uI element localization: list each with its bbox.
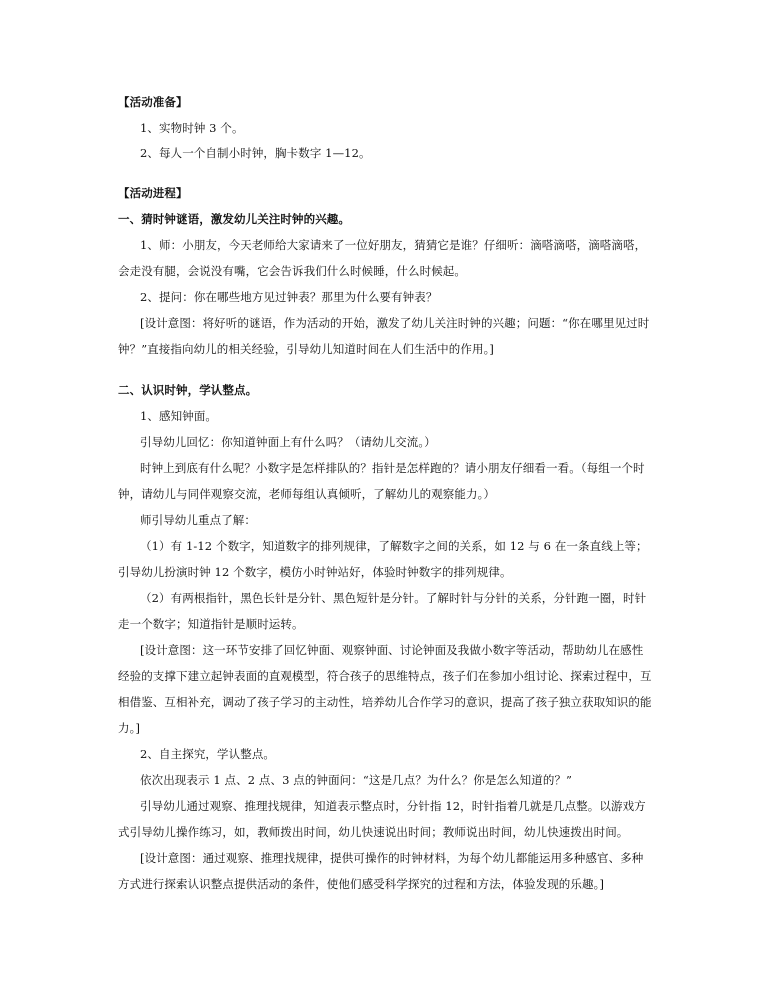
part2-line-8: （2）有两根指针，黑色长针是分针、黑色短针是分针。了解时针与分针的关系，分针跑一圈，时针: [140, 591, 647, 605]
part2-line-15: 依次出现表示 1 点、2 点、3 点的钟面问：“这是几点？为什么？你是怎么知道的？”: [140, 773, 573, 787]
part1-line-3: 2、提问：你在哪些地方见过钟表？那里为什么要有钟表？: [140, 290, 438, 304]
part1-heading: 一、猜时钟谜语，激发幼儿关注时钟的兴趣。: [118, 212, 350, 226]
part1-line-5: 钟？”直接指向幼儿的相关经验，引导幼儿知道时间在人们生活中的作用。]: [118, 342, 495, 356]
part2-line-7: 引导幼儿扮演时钟 12 个数字，模仿小时钟站好，体验时钟数字的排列规律。: [118, 565, 512, 579]
part2-line-6: （1）有 1-12 个数字，知道数字的排列规律，了解数字之间的关系，如 12 与 6 在一条直线上等；: [140, 539, 648, 553]
part2-line-1: 1、感知钟面。: [140, 409, 218, 423]
prep-item-1: 1、实物时钟 3 个。: [140, 121, 244, 135]
part2-line-13: 力。]: [118, 721, 141, 735]
part2-line-10: [设计意图：这一环节安排了回忆钟面、观察钟面、讨论钟面及我做小数字等活动，帮助幼儿在感性: [140, 643, 644, 657]
part2-line-12: 相借鉴、互相补充，调动了孩子学习的主动性，培养幼儿合作学习的意识，提高了孩子独立获取知识的能: [118, 695, 652, 709]
part1-line-4: [设计意图：将好听的谜语，作为活动的开始，激发了幼儿关注时钟的兴趣；问题：“你在哪里见过时: [140, 316, 650, 330]
part1-line-1: 1、师：小朋友，今天老师给大家请来了一位好朋友，猜猜它是谁？仔细听：滴嗒滴嗒，滴嗒滴嗒，: [140, 238, 647, 252]
part2-line-2: 引导幼儿回忆：你知道钟面上有什么吗？（请幼儿交流。）: [140, 435, 436, 449]
part2-line-11: 经验的支撑下建立起钟表面的直观模型，符合孩子的思维特点，孩子们在参加小组讨论、探索过程中，互: [118, 669, 652, 683]
part2-line-18: [设计意图：通过观察、推理找规律，提供可操作的时钟材料，为每个幼儿都能运用多种感官、多种: [140, 851, 644, 865]
part2-line-17: 式引导幼儿操作练习，如，教师拨出时间，幼儿快速说出时间；教师说出时间，幼儿快速拨出时间。: [118, 825, 629, 839]
part2-line-5: 师引导幼儿重点了解：: [140, 513, 256, 527]
part2-line-19: 方式进行探索认识整点提供活动的条件，使他们感受科学探究的过程和方法，体验发现的乐趣。]: [118, 877, 605, 891]
part2-heading: 二、认识时钟，学认整点。: [118, 383, 258, 397]
part2-line-3: 时钟上到底有什么呢？小数字是怎样排队的？指针是怎样跑的？请小朋友仔细看一看。（每组一个时: [140, 461, 645, 475]
process-heading: 【活动进程】: [118, 186, 188, 200]
part2-line-9: 走一个数字；知道指针是顺时运转。: [118, 617, 304, 631]
part1-line-2: 会走没有腿，会说没有嘴，它会告诉我们什么时候睡，什么时候起。: [118, 264, 466, 278]
prep-heading: 【活动准备】: [118, 95, 188, 109]
part2-line-16: 引导幼儿通过观察、推理找规律，知道表示整点时，分针指 12，时针指着几就是几点整。以游戏方: [140, 799, 646, 813]
part2-line-14: 2、自主探究，学认整点。: [140, 747, 276, 761]
part2-line-4: 钟，请幼儿与同伴观察交流，老师每组认真倾听，了解幼儿的观察能力。）: [118, 487, 496, 501]
prep-item-2: 2、每人一个自制小时钟，胸卡数字 1—12。: [140, 146, 371, 160]
